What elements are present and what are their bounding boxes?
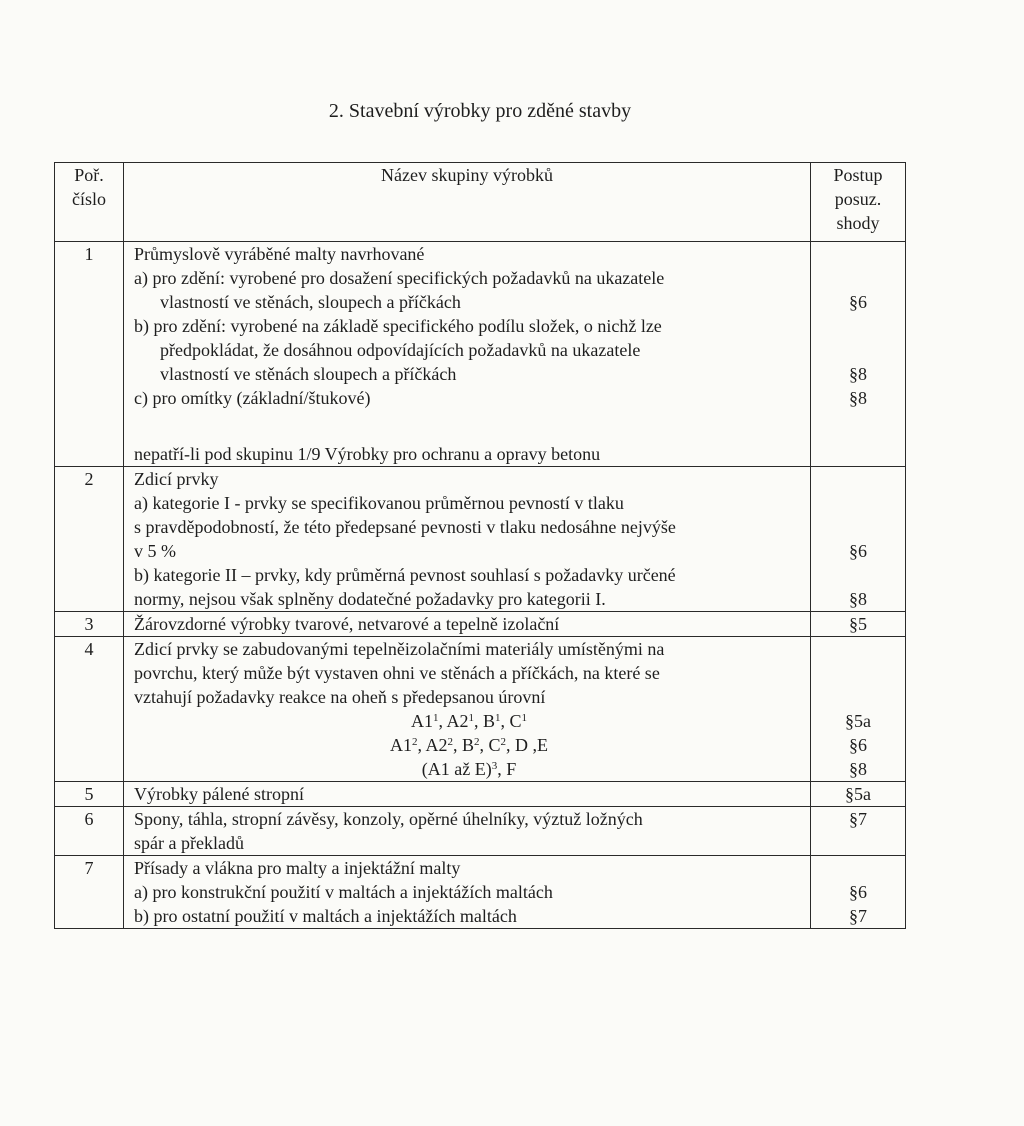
row-number: 5 (55, 782, 124, 807)
row-procedure: §6 §7 (811, 856, 906, 929)
row-name: Zdicí prvky a) kategorie I - prvky se specifikovanou průměrnou pevností v tlaku s pravděpodobností, že této předepsané pevnosti v tlaku nedosáhne nejvýše v 5 % b) kategorie II – prvky, kdy průměrná pevnost souhlasí s požadavky určené normy, nejsou však splněny dodatečné požadavky pro kategorii I. (124, 467, 811, 612)
row-procedure: §6 §8 (811, 467, 906, 612)
row-number: 2 (55, 467, 124, 612)
products-table (54, 162, 906, 929)
row-procedure: §7 (811, 807, 906, 856)
row-name: Výrobky pálené stropní (124, 782, 811, 807)
row-number: 4 (55, 637, 124, 782)
table-row (55, 782, 906, 807)
row-name: Spony, táhla, stropní závěsy, konzoly, opěrné úhelníky, výztuž ložných spár a překladů (124, 807, 811, 856)
table-row (55, 807, 906, 856)
table-row (55, 242, 906, 467)
class-line-1: $A1^1$, $A2^1$, $B^1$, $C^1$ (410, 711, 528, 731)
row-procedure: §5 (811, 612, 906, 637)
row-procedure: §5a (811, 782, 906, 807)
class-line-3: (A1 až E)$^3$, F (421, 759, 517, 779)
header-procedure: Postup posuz. shody (811, 163, 906, 242)
class-line-2: $A1^2$, $A2^2$, $B^2$, $C^2$, D ,E (389, 735, 549, 755)
row-number: 6 (55, 807, 124, 856)
row-number: 3 (55, 612, 124, 637)
table-row (55, 856, 906, 929)
row-procedure: §5a §6 §8 (811, 637, 906, 782)
row-name: Žárovzdorné výrobky tvarové, netvarové a tepelně izolační (124, 612, 811, 637)
header-number: Poř. číslo (55, 163, 124, 242)
table-header (55, 163, 906, 242)
row-name: Zdicí prvky se zabudovanými tepelněizolačními materiály umístěnými na povrchu, který může být vystaven ohni ve stěnách a příčkách, na které se vztahují požadavky reakce na oheň s předepsanou úrovní $A1^1$, $A2^1$, $B^1$, $C^1$ $A1^2$, $A2^2$, $B^2$, $C^2$, D ,E (A1 až E)$^3$, F (124, 637, 811, 782)
page-title: 2. Stavební výrobky pro zděné stavby (328, 100, 632, 122)
table-row (55, 612, 906, 637)
table-row (55, 637, 906, 782)
row-name: Přísady a vlákna pro malty a injektážní malty a) pro konstrukční použití v maltách a injektážích maltách b) pro ostatní použití v maltách a injektážích maltách (124, 856, 811, 929)
table-row (55, 467, 906, 612)
row-number: 1 (55, 242, 124, 467)
row-number: 7 (55, 856, 124, 929)
header-name: Název skupiny výrobků (124, 163, 811, 242)
row-procedure: §6 §8 §8 (811, 242, 906, 467)
row-name: Průmyslově vyráběné malty navrhované a) pro zdění: vyrobené pro dosažení specifických požadavků na ukazatele vlastností ve stěnách, sloupech a příčkách b) pro zdění: vyrobené na základě specifického podílu složek, o nichž lze předpokládat, že dosáhnou odpovídajících požadavků na ukazatele vlastností ve stěnách sloupech a příčkách c) pro omítky (základní/štukové) nepatří-li pod skupinu 1/9 Výrobky pro ochranu a opravy betonu (124, 242, 811, 467)
